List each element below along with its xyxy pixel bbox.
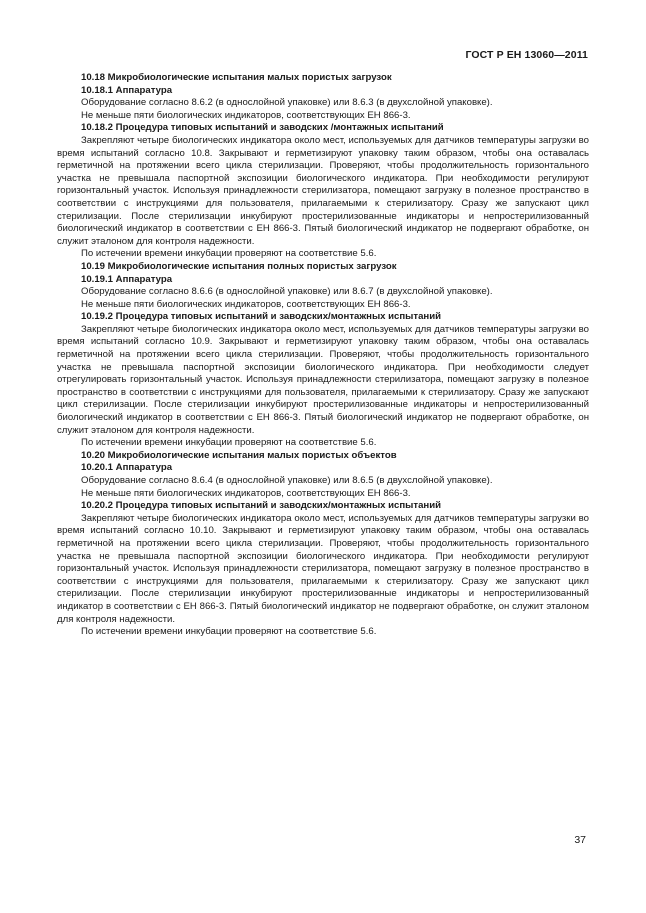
paragraph: Закрепляют четыре биологических индикатора около мест, используемых для датчиков температуры загрузки во время испытаний согласно 10.10. Закрывают и герметизируют упаковку таким образом, чтобы она оставалась герметичной на протяжении всего цикла стерилизации. Проверяют, чтобы продолжительность горизонтального участка не превышала паспортной экспозиции биологического индикатора. При необходимости регулируют горизонтальный участок. Используя принадлежности стерилизатора, помещают загрузку в полезное пространство в соответствии с инструкциями для пользователя, прилагаемыми к стерилизатору. Сразу же запускают цикл стерилизации. После стерилизации инкубируют простерилизованные индикаторы и непростерилизованный индикатор в соответствии с ЕН 866-3. Пятый биологический индикатор не подвергают обработке, он служит эталоном для контроля надежности. — [57, 512, 589, 625]
section-heading: 10.18 Микробиологические испытания малых пористых загрузок — [81, 72, 392, 83]
text-line: По истечении времени инкубации проверяют на соответствие 5.6. — [81, 437, 377, 449]
section-heading: 10.20 Микробиологические испытания малых пористых объектов — [81, 449, 397, 461]
text-line: Оборудование согласно 8.6.6 (в однослойной упаковке) или 8.6.7 (в двухслойной упаковке). — [81, 286, 493, 298]
text-line: Не меньше пяти биологических индикаторов, соответствующих ЕН 866-3. — [81, 109, 411, 121]
section-heading: 10.19.2 Процедура типовых испытаний и заводских/монтажных испытаний — [81, 311, 441, 323]
text-line: Не меньше пяти биологических индикаторов, соответствующих ЕН 866-3. — [81, 487, 411, 499]
page-number: 37 — [574, 834, 586, 846]
section-heading: 10.19 Микробиологические испытания полных пористых загрузок — [81, 260, 397, 272]
paragraph: Закрепляют четыре биологических индикатора около мест, используемых для датчиков температуры загрузки во время испытаний согласно 10.8. Закрывают и герметизируют упаковку таким образом, чтобы она оставалась герметичной на протяжении всего цикла стерилизации. Проверяют, чтобы продолжительность горизонтального участка не превышала паспортной экспозиции биологического индикатора. При необходимости регулируют горизонтальный участок. Используя принадлежности стерилизатора, помещают загрузку в полезное пространство в соответствии с инструкциями для пользователя, прилагаемыми к стерилизатору. Сразу же запускают цикл стерилизации. После стерилизации инкубируют простерилизованные индикаторы и непростерилизованный биологический индикатор в соответствии с ЕН 866-3. Пятый биологический индикатор не подвергают обработке, он служит эталоном для контроля надежности. — [57, 134, 589, 247]
document-body — [57, 72, 589, 639]
section-heading: 10.18.1 Аппаратура — [81, 84, 173, 96]
text-line: Не меньше пяти биологических индикаторов, соответствующих ЕН 866-3. — [81, 298, 411, 310]
text-line: По истечении времени инкубации проверяют на соответствие 5.6. — [81, 626, 377, 638]
section-heading: 10.18.2 Процедура типовых испытаний и заводских /монтажных испытаний — [81, 122, 444, 134]
text-line: По истечении времени инкубации проверяют на соответствие 5.6. — [81, 248, 377, 260]
section-heading: 10.20.2 Процедура типовых испытаний и заводских/монтажных испытаний — [81, 500, 441, 512]
section-heading: 10.20.1 Аппаратура — [81, 462, 173, 474]
text-line: Оборудование согласно 8.6.4 (в однослойной упаковке) или 8.6.5 (в двухслойной упаковке). — [81, 475, 493, 486]
paragraph: Закрепляют четыре биологических индикатора около мест, используемых для датчиков температуры загрузки во время испытаний согласно 10.9. Закрывают и герметизируют упаковку таким образом, чтобы она оставалась герметичной на протяжении всего цикла стерилизации. Проверяют, чтобы продолжительность горизонтального участка не превышала паспортной экспозиции биологического индикатора. При необходимости следует отрегулировать горизонтальный участок. Используя принадлежности стерилизатора, помещают загрузку в полезное пространство в соответствии с инструкциями для пользователя, прилагаемыми к стерилизатору. Сразу же запускают цикл стерилизации. После стерилизации инкубируют простерилизованные индикаторы и непростерилизованный биологический индикатор в соответствии с ЕН 866-3. Пятый биологический индикатор не подвергают обработке, он служит эталоном для контроля надежности. — [57, 323, 589, 436]
section-heading: 10.19.1 Аппаратура — [81, 273, 173, 285]
document-header: ГОСТ Р ЕН 13060—2011 — [465, 49, 588, 61]
text-line: Оборудование согласно 8.6.2 (в однослойной упаковке) или 8.6.3 (в двухслойной упаковке). — [81, 97, 493, 109]
